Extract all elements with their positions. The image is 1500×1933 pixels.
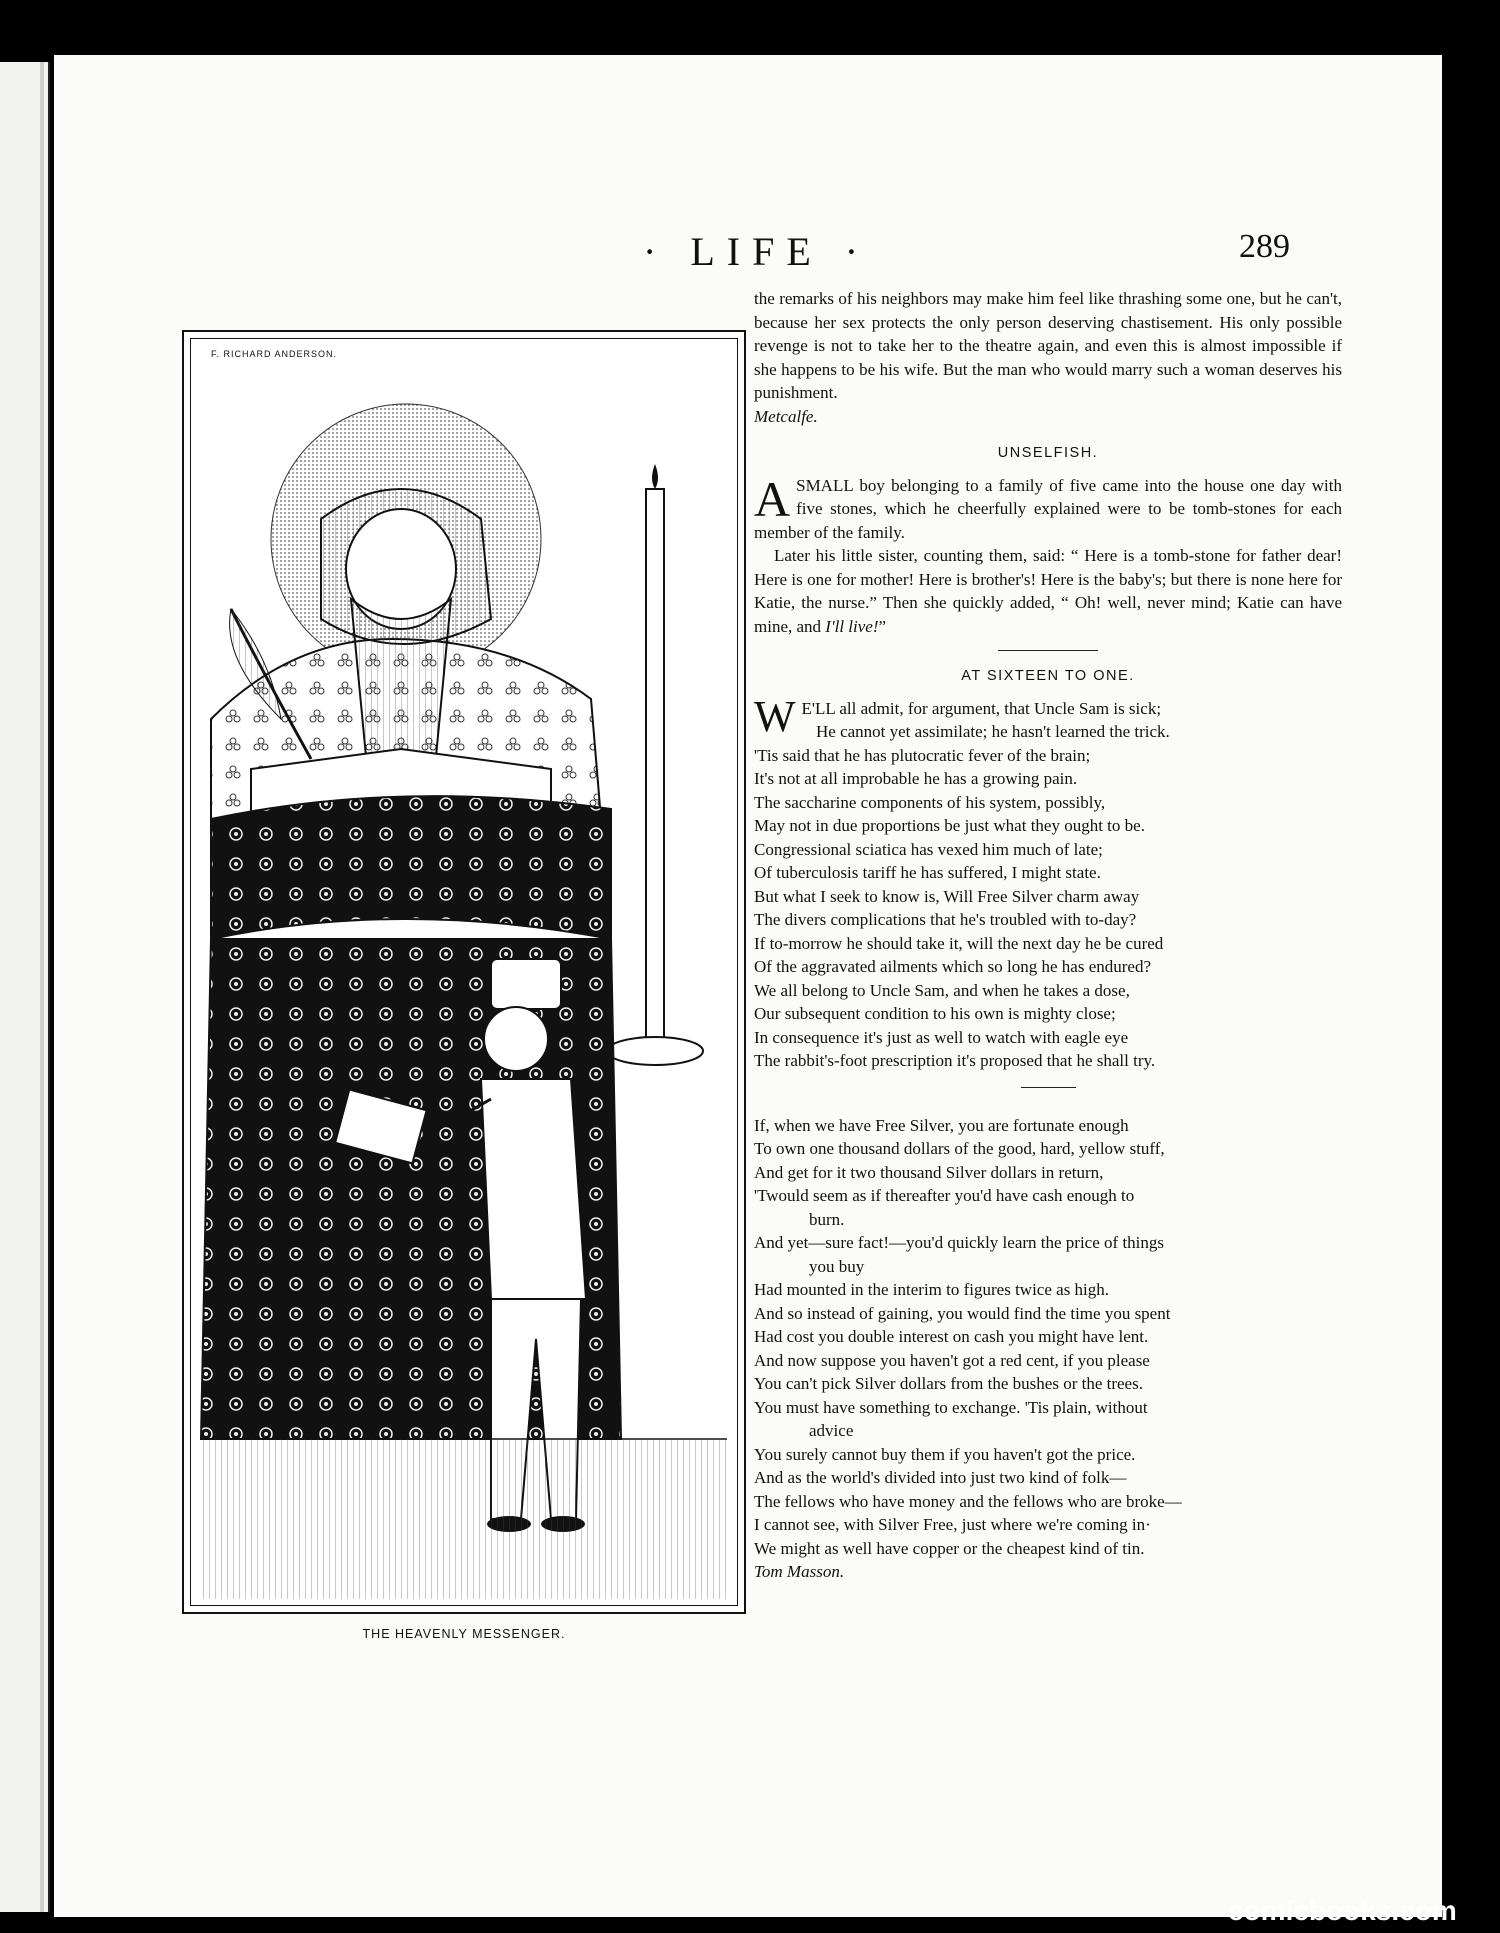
poem-line: The saccharine components of his system, possibly, — [754, 792, 1106, 812]
page-header — [54, 228, 1442, 288]
text-column — [754, 287, 1342, 1584]
poem-line: advice — [809, 1421, 854, 1440]
poem-author: Tom Masson. — [754, 1562, 845, 1581]
poem-line: You can't pick Silver dollars from the bushes or the trees. — [754, 1374, 1143, 1393]
poem-line: And get for it two thousand Silver dollars in return, — [754, 1162, 1104, 1182]
poem-line: W E'LL all admit, for argument, that Uncle Sam is sick; — [754, 691, 1162, 741]
poem-part-2 — [754, 1114, 1342, 1561]
poem-line: Congressional sciatica has vexed him much of late; — [754, 839, 1103, 859]
poem-line: If, when we have Free Silver, you are fortunate enough — [754, 1115, 1129, 1135]
illustration — [182, 330, 746, 1614]
poem-line: But what I seek to know is, Will Free Silver charm away — [754, 886, 1140, 906]
poem-line: Of the aggravated ailments which so long he has endured? — [754, 957, 1152, 976]
dropcap-w: W — [754, 691, 796, 741]
masthead: · LIFE · — [643, 229, 871, 274]
poem-line: Had cost you double interest on cash you might have lent. — [754, 1327, 1149, 1346]
poem-line: burn. — [809, 1209, 845, 1229]
poem-line: And so instead of gaining, you would find the time you spent — [754, 1303, 1171, 1323]
artist-signature: F. RICHARD ANDERSON. — [211, 349, 338, 359]
poem-line: And now suppose you haven't got a red cent, if you please — [754, 1350, 1150, 1370]
unselfish-title: UNSELFISH. — [997, 445, 1099, 461]
poem-line: It's not at all improbable he has a growing pain. — [754, 769, 1078, 788]
poem-part-1 — [754, 691, 1342, 1073]
site-watermark: comicbooks.com — [1228, 1895, 1457, 1926]
unselfish-paragraph-2: Later his little sister, counting them, said: “ Here is a tomb-stone for father dear! Here is one for mother! Here is brother's! Here is the baby's; but there is none here for Katie, the nurse.” Then she quickly added, “ Oh! well, never mind; Katie can have mine, and I'll live!” — [754, 546, 1342, 636]
stanza-divider — [1021, 1087, 1076, 1088]
poem-line: 'Tis said that he has plutocratic fever of the brain; — [754, 745, 1091, 765]
section-divider — [998, 650, 1098, 651]
poem-line: If to-morrow he should take it, will the next day he be cured — [754, 933, 1164, 953]
poem-line: In consequence it's just as well to watch with eagle eye — [754, 1027, 1129, 1047]
sixteen-title: AT SIXTEEN TO ONE. — [961, 668, 1135, 684]
poem-line: Our subsequent condition to his own is mighty close; — [754, 1004, 1116, 1023]
poem-line: you buy — [809, 1256, 865, 1276]
poem-line: We all belong to Uncle Sam, and when he takes a dose, — [754, 980, 1130, 1000]
poem-line: 'Twould seem as if thereafter you'd have cash enough to — [754, 1186, 1135, 1205]
poem-line: The divers complications that he's troubled with to-day? — [754, 910, 1137, 929]
poem-line: I cannot see, with Silver Free, just where we're coming in· — [754, 1515, 1151, 1534]
poem-line: Of tuberculosis tariff he has suffered, I might state. — [754, 863, 1101, 882]
poem-line: And as the world's divided into just two kind of folk— — [754, 1468, 1127, 1487]
poem-line: Had mounted in the interim to figures twice as high. — [754, 1280, 1110, 1299]
poem-line: And yet—sure fact!—you'd quickly learn the price of things — [754, 1233, 1165, 1252]
illustration-caption: THE HEAVENLY MESSENGER. — [362, 1627, 566, 1641]
unselfish-paragraph-1: ASMALL boy belonging to a family of five came into the house one day with five stones, which he cheerfully explained were to be tomb-stones for each member of the family. — [754, 470, 1342, 542]
poem-line: To own one thousand dollars of the good, hard, yellow stuff, — [754, 1139, 1165, 1158]
poem-line: He cannot yet assimilate; he hasn't learned the trick. — [816, 722, 1170, 741]
poem-line: You surely cannot buy them if you haven't got the price. — [754, 1444, 1136, 1464]
dropcap-a: A — [754, 470, 791, 527]
poem-line: May not in due proportions be just what they ought to be. — [754, 816, 1145, 835]
left-page-edge — [0, 62, 50, 1912]
poem-line: The fellows who have money and the fellows who are broke— — [754, 1491, 1182, 1511]
heavenly-messenger-drawing — [191, 339, 737, 1605]
magazine-page — [54, 55, 1442, 1917]
continuation-author: Metcalfe. — [754, 406, 818, 426]
poem-line: We might as well have copper or the cheapest kind of tin. — [754, 1538, 1145, 1558]
poem-line: The rabbit's-foot prescription it's proposed that he shall try. — [754, 1051, 1156, 1070]
continuation-paragraph: the remarks of his neighbors may make him feel like thrashing some one, but he can't, because her sex protects the only person deserving chastisement. His only possible revenge is not to take her to the theatre again, and even this is almost impossible if she happens to be his wife. But the man who would marry such a woman deserves his punishment. — [754, 289, 1342, 402]
page-number: 289 — [1239, 228, 1290, 265]
poem-line: You must have something to exchange. 'Tis plain, without — [754, 1397, 1148, 1417]
